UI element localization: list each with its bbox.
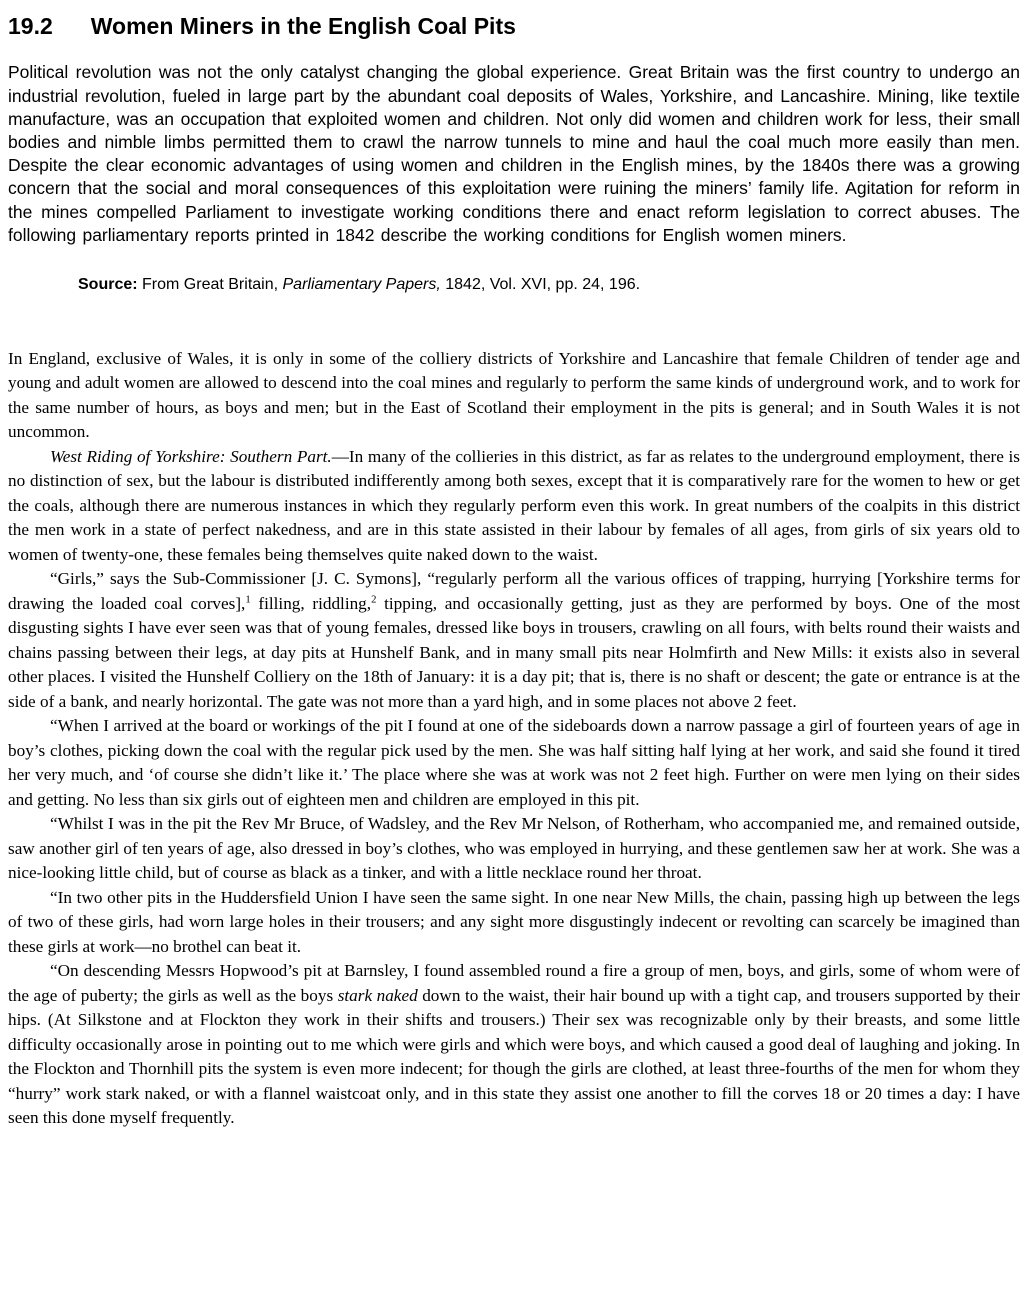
section-number: 19.2 bbox=[8, 13, 53, 39]
text-segment: “On descending Messrs Hopwood’s pit at Barnsley, I found assembled round a fire a group of men, boys, and girls, some of whom were of the age of puberty; the girls as well as the boys bbox=[8, 961, 1020, 1005]
body-paragraph bbox=[8, 959, 1020, 1131]
source-pre: From Great Britain, bbox=[137, 275, 283, 293]
body-paragraph bbox=[8, 445, 1020, 568]
body-paragraph bbox=[8, 347, 1020, 445]
intro-paragraph: Political revolution was not the only catalyst changing the global experience. Great Britain was the first country to undergo an industrial revolution, fueled in large part by the abundant coal deposits of Wales, Yorkshire, and Lancashire. Mining, like textile manufacture, was an occupation that exploited women and children. Not only did women and children work for less, their small bodies and nimble limbs permitted them to crawl the narrow tunnels to mine and haul the coal much more easily than men. Despite the clear economic advantages of using women and children in the English mines, by the 1840s there was a growing concern that the social and moral consequences of this exploitation were ruining the miners’ family life. Agitation for reform in the mines compelled Parliament to investigate working conditions there and enact reform legislation to correct abuses. The following parliamentary reports printed in 1842 describe the working conditions for English women miners. bbox=[8, 62, 1020, 245]
text-segment: “In two other pits in the Huddersfield Union I have seen the same sight. In one near New Mills, the chain, passing high up between the legs of two of these girls, had worn large holes in their trousers; and any sight more disgustingly indecent or revolting can scarcely be imagined than these girls at work—no brothel can beat it. bbox=[8, 887, 1020, 956]
text-segment: —In many of the collieries in this district, as far as relates to the underground employment, there is no distinction of sex, but the labour is distributed indifferently among both sexes, except that it is comparatively rare for the women to hew or get the coals, although there are numerous instances in which they regularly perform even this work. In great numbers of the coalpits in this district the men work in a state of perfect nakedness, and are in this state assisted in their labour by females of all ages, from girls of six years old to women of twenty-one, these females being themselves quite naked down to the waist. bbox=[8, 446, 1020, 564]
body-paragraph bbox=[8, 812, 1020, 886]
text-segment: In England, exclusive of Wales, it is only in some of the colliery districts of Yorkshire and Lancashire that female Children of tender age and young and adult women are allowed to descend into the coal mines and regularly to perform the same kinds of underground work, and to work for the same number of hours, as boys and men; but in the East of Scotland their employment in the pits is general; and in South Wales it is not uncommon. bbox=[8, 348, 1020, 442]
source-line bbox=[78, 275, 1020, 295]
text-segment: “Girls,” says the Sub-Commissioner [J. C. Symons], “regularly perform all the various offices of trapping, hurrying [Yorkshire terms for drawing the loaded coal corves], bbox=[8, 569, 1020, 613]
source-label: Source: bbox=[78, 275, 138, 293]
text-segment: West Riding of Yorkshire: Southern Part. bbox=[50, 446, 332, 466]
source-work-title: Parliamentary Papers, bbox=[282, 275, 441, 293]
section-heading bbox=[8, 14, 1020, 39]
footnote-marker: 2 bbox=[371, 594, 377, 606]
body-paragraph bbox=[8, 886, 1020, 960]
text-segment: “Whilst I was in the pit the Rev Mr Bruce, of Wadsley, and the Rev Mr Nelson, of Rotherham, who accompanied me, and remained outside, saw another girl of ten years of age, also dressed in boy’s clothes, who was employed in hurrying, and these gentlemen saw her at work. She was a nice-looking little child, but of course as black as a tinker, and with a little necklace round her throat. bbox=[8, 814, 1020, 883]
text-segment: down to the waist, their hair bound up with a tight cap, and trousers supported by their hips. (At Silkstone and at Flockton they work in their shifts and trousers.) Their sex was recognizable only by their breasts, and some little difficulty occasionally arose in pointing out to me which were girls and which were boys, and which caused a good deal of laughing and joking. In the Flockton and Thornhill pits the system is even more indecent; for though the girls are clothed, at least three-fourths of the men for whom they “hurry” work stark naked, or with a flannel waistcoat only, and in this state they assist one another to fill the corves 18 or 20 times a day: I have seen this done myself frequently. bbox=[8, 985, 1020, 1128]
section-title: Women Miners in the English Coal Pits bbox=[90, 13, 516, 39]
body-paragraph bbox=[8, 567, 1020, 714]
body-paragraphs bbox=[8, 347, 1020, 1131]
text-segment: tipping, and occasionally getting, just as they are performed by boys. One of the most disgusting sights I have ever seen was that of young females, dressed like boys in trousers, crawling on all fours, with belts round their waists and chains passing between their legs, at day pits at Hunshelf Bank, and in many small pits near Holmfirth and New Mills: it exists also in several other places. I visited the Hunshelf Colliery on the 18th of January: it is a day pit; that is, there is no shaft or descent; the gate or entrance is at the side of a bank, and nearly horizontal. The gate was not more than a yard high, and in some places not above 2 feet. bbox=[8, 593, 1020, 711]
text-segment: filling, riddling, bbox=[250, 593, 372, 613]
body-paragraph bbox=[8, 714, 1020, 812]
source-post: 1842, Vol. XVI, pp. 24, 196. bbox=[440, 275, 641, 293]
text-segment: “When I arrived at the board or workings of the pit I found at one of the sideboards down a narrow passage a girl of fourteen years of age in boy’s clothes, picking down the coal with the regular pick used by the men. She was half sitting half lying at her work, and said she found it tired her very much, and ‘of course she didn’t like it.’ The place where she was at work was not 2 feet high. Further on were men lying on their sides and getting. No less than six girls out of eighteen men and children are employed in this pit. bbox=[8, 716, 1020, 809]
footnote-marker: 1 bbox=[245, 594, 251, 606]
text-segment: stark naked bbox=[337, 985, 418, 1005]
